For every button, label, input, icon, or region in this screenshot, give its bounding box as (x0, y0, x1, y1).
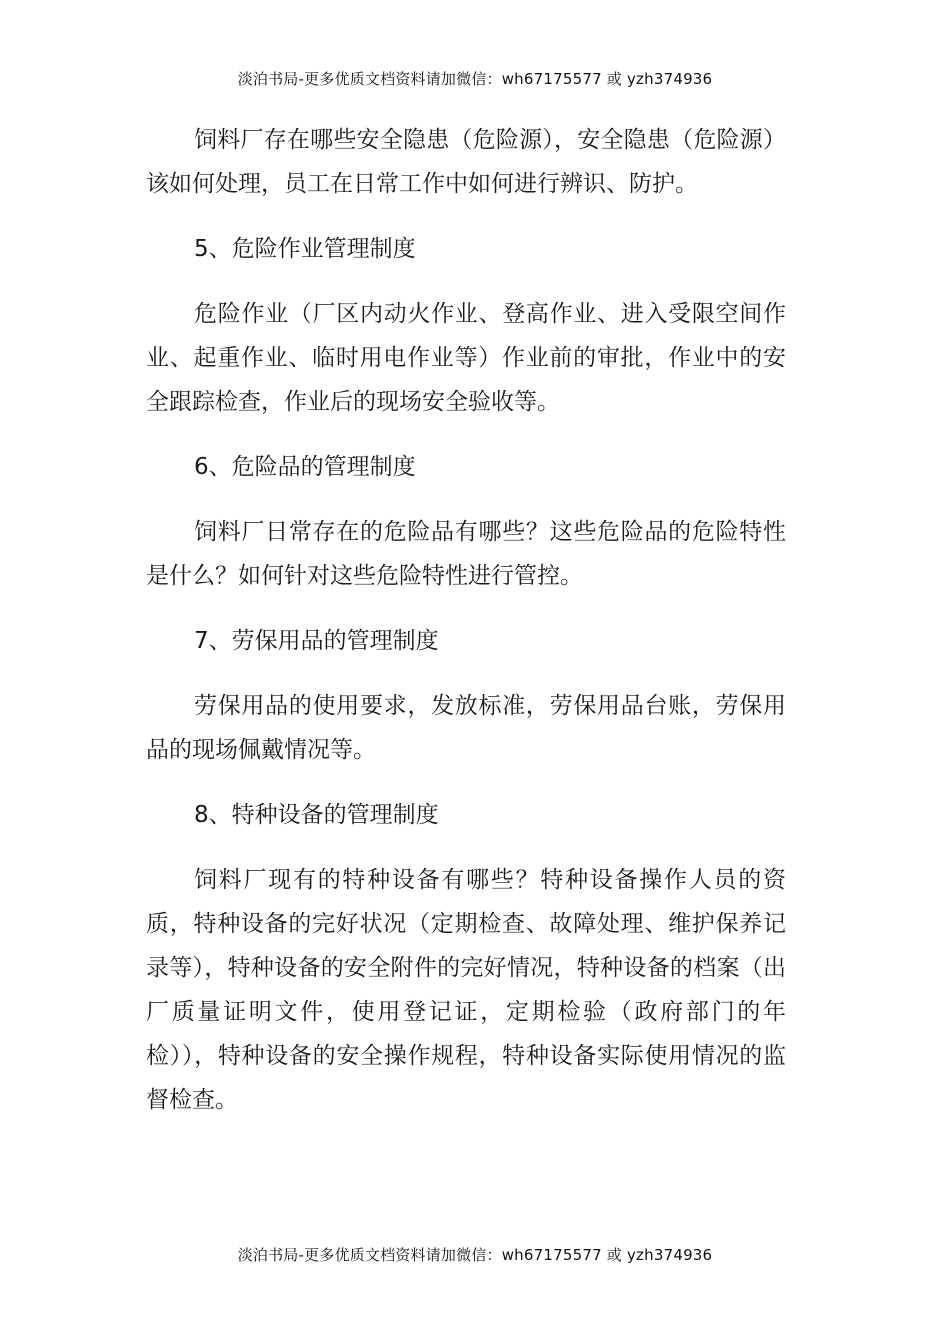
paragraph-protective-equipment: 劳保用品的使用要求，发放标准，劳保用品台账，劳保用品的现场佩戴情况等。 (146, 693, 786, 763)
section-heading-7: 7、劳保用品的管理制度 (194, 628, 439, 654)
section-heading-8: 8、特种设备的管理制度 (194, 802, 439, 828)
document-body (146, 118, 786, 1143)
section-heading-6: 6、危险品的管理制度 (194, 454, 416, 480)
section-heading-5: 5、危险作业管理制度 (194, 236, 416, 262)
paragraph-hazard-sources: 饲料厂存在哪些安全隐患（危险源），安全隐患（危险源）该如何处理，员工在日常工作中如何进行辨识、防护。 (146, 127, 786, 197)
page-header: 淡泊书局-更多优质文档资料请加微信：wh67175577 或 yzh374936 (237, 70, 713, 88)
paragraph-dangerous-goods: 饲料厂日常存在的危险品有哪些？这些危险品的危险特性是什么？如何针对这些危险特性进行管控。 (146, 519, 786, 589)
paragraph-dangerous-work: 危险作业（厂区内动火作业、登高作业、进入受限空间作业、起重作业、临时用电作业等）作业前的审批，作业中的安全跟踪检查，作业后的现场安全验收等。 (146, 301, 786, 415)
paragraph-special-equipment: 饲料厂现有的特种设备有哪些？特种设备操作人员的资质，特种设备的完好状况（定期检查、故障处理、维护保养记录等），特种设备的安全附件的完好情况，特种设备的档案（出厂质量证明文件，使用登记证，定期检验（政府部门的年检）），特种设备的安全操作规程，特种设备实际使用情况的监督检查。 (146, 867, 786, 1113)
page-footer: 淡泊书局-更多优质文档资料请加微信：wh67175577 或 yzh374936 (237, 1246, 713, 1264)
